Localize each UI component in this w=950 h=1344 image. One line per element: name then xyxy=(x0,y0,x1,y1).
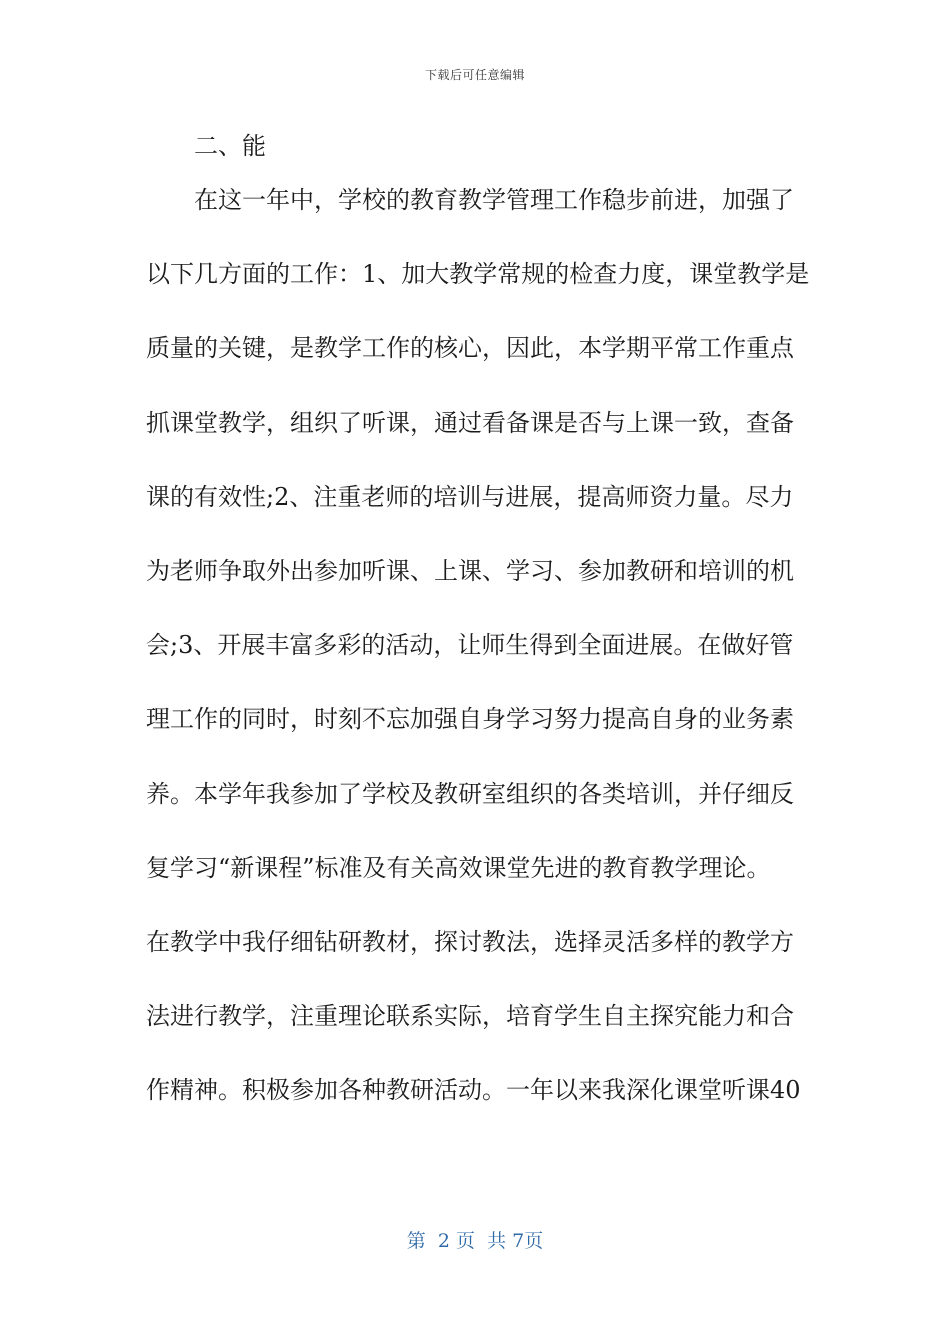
paragraph-line: 在这一年中，学校的教育教学管理工作稳步前进，加强了 xyxy=(146,186,794,214)
paragraph-line: 作精神。积极参加各种教研活动。一年以来我深化课堂听课40 xyxy=(146,1076,801,1105)
paragraph-line: 在教学中我仔细钻研教材，探讨教法，选择灵活多样的教学方 xyxy=(146,928,794,956)
paragraph-line: 以下几方面的工作：1、加大教学常规的检查力度，课堂教学是 xyxy=(146,260,810,289)
paragraph-line: 理工作的同时，时刻不忘加强自身学习努力提高自身的业务素 xyxy=(146,705,794,734)
paragraph-line: 复学习“新课程”标准及有关高效课堂先进的教育教学理论。 xyxy=(146,853,771,882)
page-number-footer: 第 2 页 共 7页 xyxy=(406,1230,544,1252)
paragraph-line: 课的有效性;2、注重老师的培训与进展，提高师资力量。尽力 xyxy=(146,482,794,511)
paragraph-line: 养。本学年我参加了学校及教研室组织的各类培训，并仔细反 xyxy=(146,779,794,808)
paragraph-line: 质量的关键，是教学工作的核心，因此，本学期平常工作重点 xyxy=(146,334,794,363)
paragraph-line: 抓课堂教学，组织了听课，通过看备课是否与上课一致，查备 xyxy=(146,408,794,437)
header-note: 下载后可任意编辑 xyxy=(424,68,525,82)
section-heading: 二、能 xyxy=(194,132,266,160)
paragraph-line: 为老师争取外出参加听课、上课、学习、参加教研和培训的机 xyxy=(146,557,794,585)
paragraph-line: 会;3、开展丰富多彩的活动，让师生得到全面进展。在做好管 xyxy=(146,631,794,660)
paragraph-line: 法进行教学，注重理论联系实际，培育学生自主探究能力和合 xyxy=(146,1002,794,1031)
